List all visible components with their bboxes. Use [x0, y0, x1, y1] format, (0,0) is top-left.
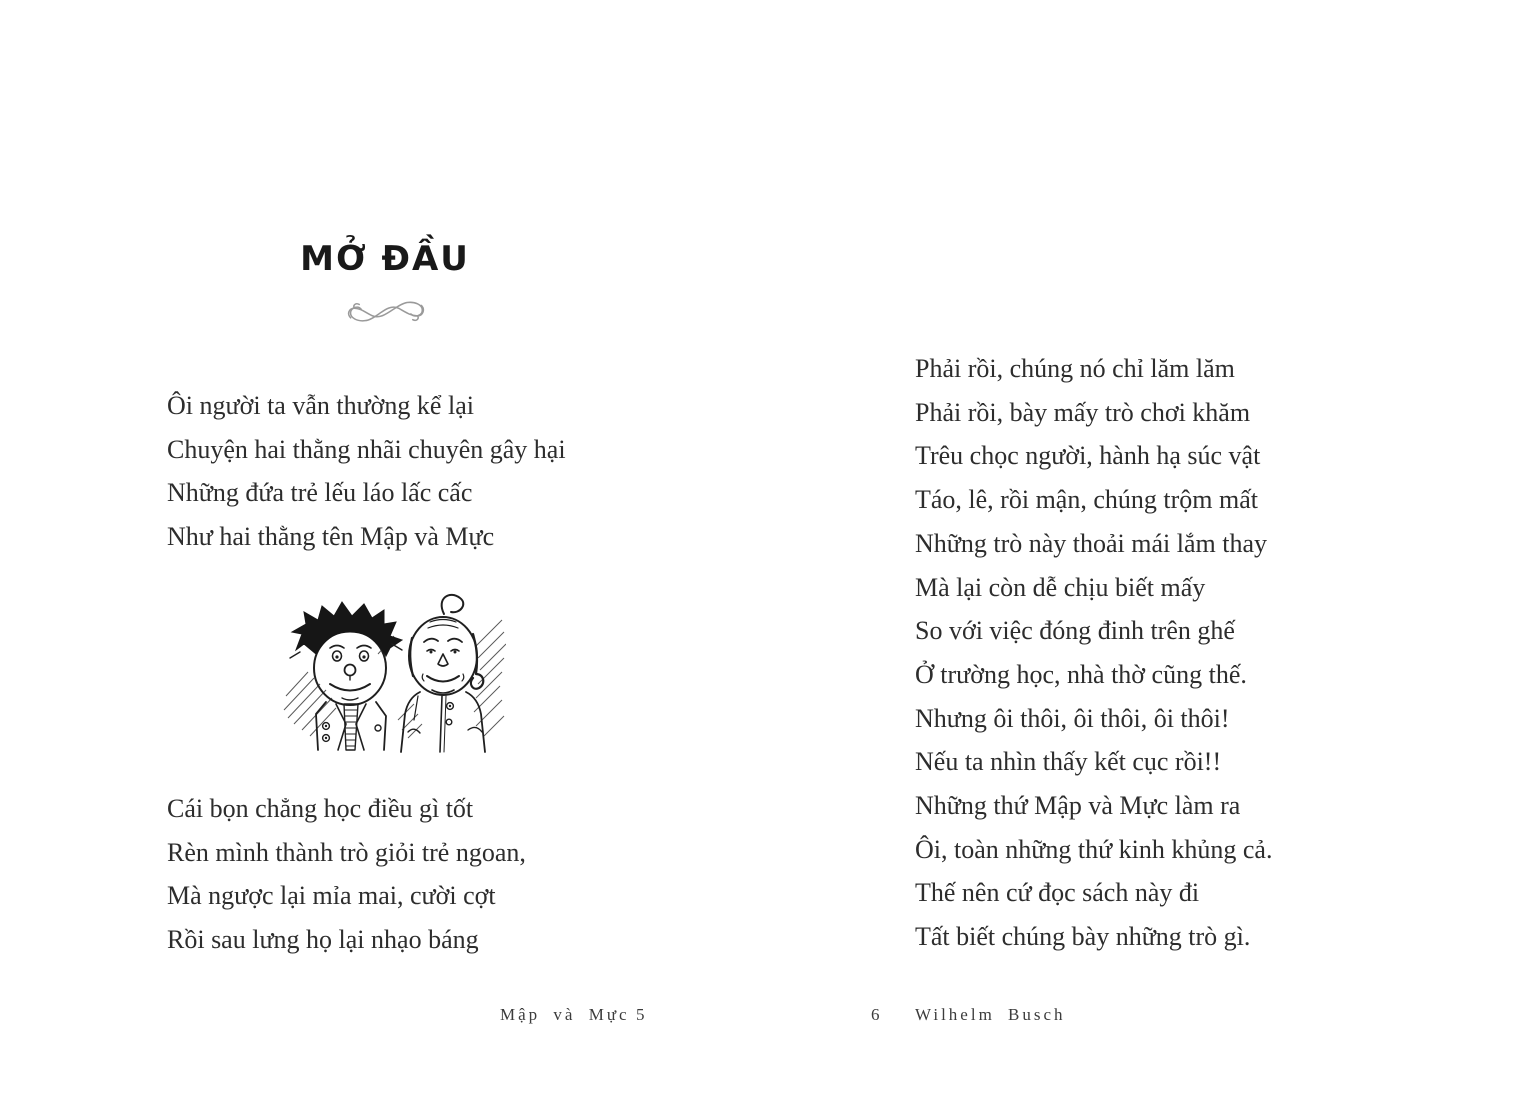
verse-line: Cái bọn chẳng học điều gì tốt — [167, 794, 474, 823]
left-stanza-1 — [167, 384, 566, 558]
verse-line: Táo, lê, rồi mận, chúng trộm mất — [915, 485, 1258, 515]
verse-line: Rèn mình thành trò giỏi trẻ ngoan, — [167, 837, 526, 867]
verse-line: Ở trường học, nhà thờ cũng thế. — [915, 659, 1247, 689]
verse-line: So với việc đóng đinh trên ghế — [915, 616, 1235, 646]
page-number-left: 5 — [636, 1005, 648, 1024]
verse-line: Mà lại còn dễ chịu biết mấy — [915, 572, 1206, 602]
verse-line: Những đứa trẻ lếu láo lấc cấc — [167, 478, 473, 507]
chapter-title: MỞ ĐẦU — [300, 239, 470, 279]
left-stanza-2 — [167, 787, 526, 961]
verse-line: Nếu ta nhìn thấy kết cục rồi!! — [915, 747, 1222, 777]
verse-line: Trêu chọc người, hành hạ súc vật — [915, 441, 1261, 471]
verse-line: Rồi sau lưng họ lại nhạo báng — [167, 924, 479, 954]
verse-line: Những trò này thoải mái lắm thay — [915, 528, 1268, 558]
verse-line: Thế nên cứ đọc sách này đi — [915, 878, 1200, 908]
verse-line: Ôi người ta vẫn thường kể lại — [167, 391, 474, 420]
verse-line: Chuyện hai thằng nhãi chuyên gây hại — [167, 434, 566, 464]
verse-line: Phải rồi, bày mấy trò chơi khăm — [915, 397, 1251, 427]
page-number-right: 6 — [871, 1005, 883, 1024]
right-stanza — [915, 347, 1272, 959]
verse-line: Nhưng ôi thôi, ôi thôi, ôi thôi! — [915, 703, 1230, 733]
verse-line: Như hai thằng tên Mập và Mực — [167, 521, 495, 551]
verse-line: Những thứ Mập và Mực làm ra — [915, 791, 1241, 821]
verse-line: Phải rồi, chúng nó chỉ lăm lăm — [915, 354, 1235, 383]
flourish-ornament-icon — [343, 292, 429, 330]
verse-line: Tất biết chúng bày những trò gì. — [915, 922, 1251, 952]
running-title-left: Mập và Mực — [500, 1005, 630, 1024]
verse-line: Mà ngược lại mỉa mai, cười cợt — [167, 881, 496, 910]
verse-line: Ôi, toàn những thứ kinh khủng cả. — [915, 834, 1273, 864]
author-footer: Wilhelm Busch — [915, 1005, 1066, 1024]
two-boys-illustration — [280, 592, 506, 754]
